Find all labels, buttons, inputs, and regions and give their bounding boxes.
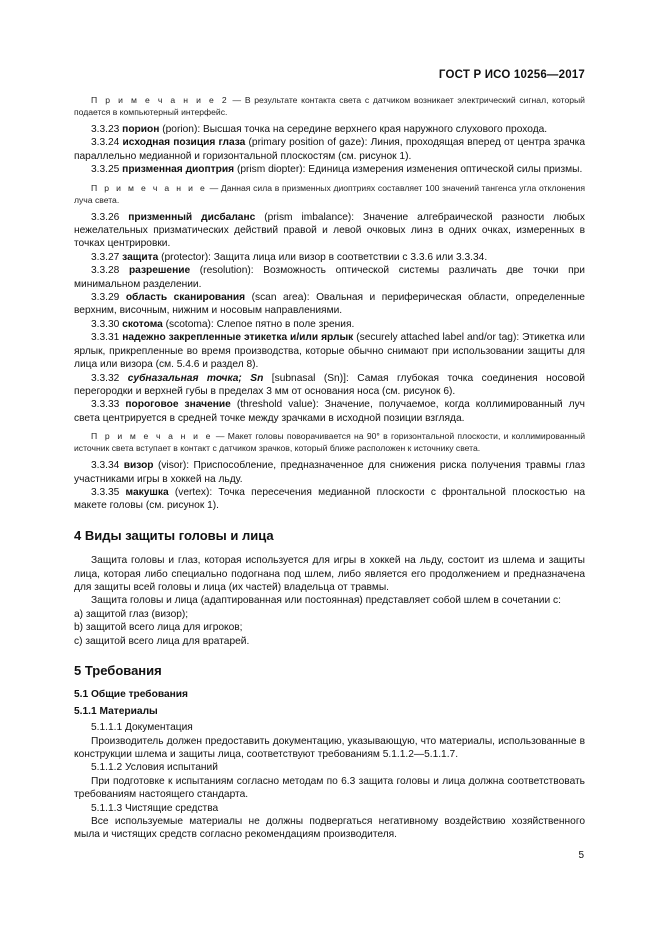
list-item: b) защитой всего лица для игроков; <box>74 622 243 634</box>
term-3-3-25: 3.3.25 призменная диоптрия (prism diopter): Единица измерения изменения оптической силы призмы. <box>91 164 583 176</box>
term-3-3-32: 3.3.32 субназальная точка; Sn [subnasal (Sn)]: Самая глубокая точка соединения носовой перегородки и верхней губы в пределах 3 мм от основания носа (см. рисунок 6). <box>74 372 585 397</box>
document-header: ГОСТ Р ИСО 10256—2017 <box>438 69 585 81</box>
section-4-heading: 4 Виды защиты головы и лица <box>74 527 274 543</box>
note-prism: П р и м е ч а н и е — Данная сила в призменных диоптриях составляет 100 значений тангенса угла отклонения луча света. <box>74 182 585 205</box>
term-3-3-27: 3.3.27 защита (protector): Защита лица или визор в соответствии с 3.3.6 или 3.3.34. <box>91 251 488 263</box>
list-item: с) защитой всего лица для вратарей. <box>74 635 250 647</box>
section-5-1-1-1-heading: 5.1.1.1 Документация <box>91 722 193 734</box>
list-item: а) защитой глаз (визор); <box>74 608 189 620</box>
term-3-3-23: 3.3.23 порион (porion): Высшая точка на середине верхнего края наружного слухового прохода. <box>91 124 548 135</box>
term-3-3-26: 3.3.26 призменный дисбаланс (prism imbalance): Значение алгебраической разности любых нежелательных призматических действий правой и левой очковых линз в одних очках, измеренных в точках центрировки. <box>74 211 585 250</box>
term-3-3-24: 3.3.24 исходная позиция глаза (primary position of gaze): Линия, проходящая вперед от центра зрачка параллельно медианной и горизонтальной плоскостям (см. рисунок 1). <box>74 137 585 162</box>
section-4-para-2: Защита головы и лица (адаптированная или постоянная) представляет собой шлем в сочетании с: <box>91 595 561 607</box>
term-3-3-35: 3.3.35 макушка (vertex): Точка пересечения медианной плоскости с фронтальной плоскостью на макете головы (см. рисунок 1). <box>74 486 585 512</box>
term-3-3-34: 3.3.34 визор (visor): Приспособление, предназначенное для снижения риска получения травмы глаз участниками игры в хоккей на льду. <box>74 460 585 485</box>
term-3-3-33: 3.3.33 пороговое значение (threshold value): Значение, получаемое, когда коллимированный луч света центрируется в средней точке между зрачками в исходной позиции взгляда. <box>74 399 585 424</box>
section-5-heading: 5 Требования <box>74 663 162 678</box>
section-5-1-1-2-heading: 5.1.1.2 Условия испытаний <box>91 762 218 774</box>
section-5-1-1-heading: 5.1.1 Материалы <box>74 705 158 717</box>
section-4-para-1: Защита головы и глаз, которая используется для игры в хоккей на льду, состоит из шлема и защиты лица, которая либо специально подогнана под шлем, либо является его продолжением и предназначена для защиты всей головы и лица (их частей) владельца от травмы. <box>74 555 585 593</box>
page-number: 5 <box>578 850 584 861</box>
term-3-3-30: 3.3.30 скотома (scotoma): Слепое пятно в поле зрения. <box>91 318 355 330</box>
section-5-1-1-3-heading: 5.1.1.3 Чистящие средства <box>91 802 219 814</box>
note-label: П р и м е ч а н и е 2 <box>91 95 229 105</box>
section-5-1-1-3-text: Все используемые материалы не должны подвергаться негативному воздействию хозяйственного мыла и чистящих средств согласно рекомендациям производителя. <box>74 816 585 841</box>
term-3-3-29: 3.3.29 область сканирования (scan area): Овальная и периферическая области, определенные верхним, височным, нижним и носовым направлениями. <box>74 292 585 317</box>
page-body <box>74 94 585 842</box>
section-5-1-1-1-text: Производитель должен предоставить документацию, указывающую, что материалы, использованные в конструкции шлема и защиты лица, соответствуют требованиям 5.1.1.2—5.1.1.7. <box>74 735 585 761</box>
term-3-3-31: 3.3.31 надежно закрепленные этикетка и/или ярлык (securely attached label and/or tag): Этикетка или ярлык, прикрепленные во время производства, которые обычно снимают при использовании защиты для лица или визора (см. 5.4.6 и раздел 8). <box>74 332 585 371</box>
section-5-1-heading: 5.1 Общие требования <box>74 689 188 701</box>
note-2: П р и м е ч а н и е 2 — В результате контакта света с датчиком возникает электрический сигнал, который подается в компьютерный интерфейс. <box>74 95 585 117</box>
term-3-3-28: 3.3.28 разрешение (resolution): Возможность оптической системы различать две точки при минимальном разделении. <box>74 265 585 290</box>
note-head: П р и м е ч а н и е — Макет головы поворачивается на 90° в горизонтальной плоскости, и коллимированный источник света вступает в контакт с датчиком зрачков, который ближе расположен к источнику света. <box>74 431 585 454</box>
section-5-1-1-2-text: При подготовке к испытаниям согласно методам по 6.3 защита головы и лица должна соответствовать требованиям настоящего стандарта. <box>74 775 585 801</box>
